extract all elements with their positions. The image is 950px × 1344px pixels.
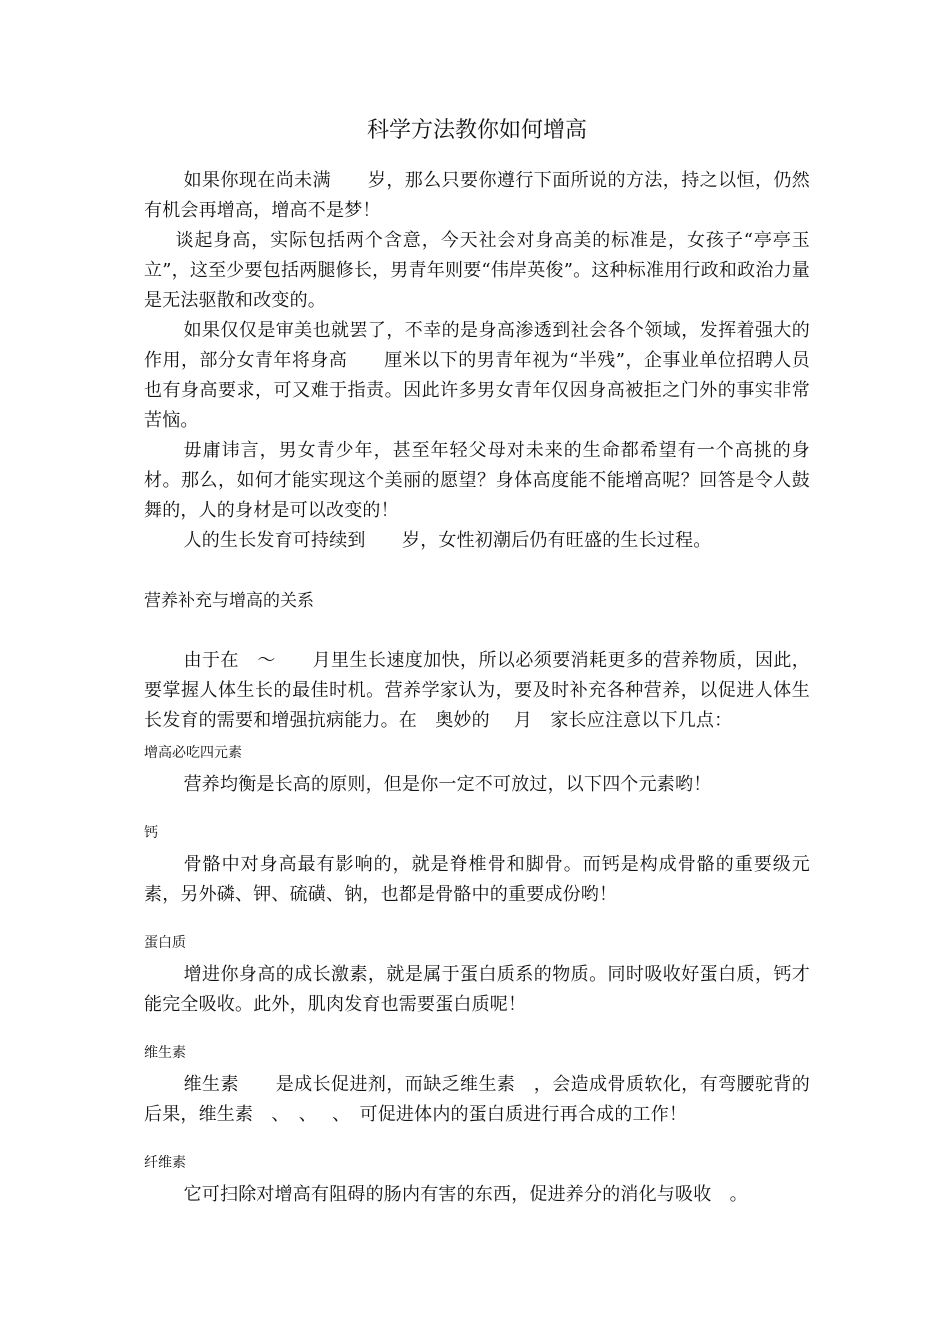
intro-paragraph-2: 谈起身高，实际包括两个含意，今天社会对身高美的标准是，女孩子“亭亭玉立”，这至少要包括两腿修长，男青年则要“伟岸英俊”。这种标准用行政和政治力量是无法驱散和改变的。 bbox=[144, 230, 810, 311]
element-text-vitamin: 维生素 是成长促进剂，而缺乏维生素 ，会造成骨质软化，有弯腰驼背的后果，维生素 、 、 、 可促进体内的蛋白质进行再合成的工作！ bbox=[144, 1074, 810, 1125]
subheading-four-elements: 增高必吃四元素 bbox=[144, 745, 242, 761]
intro-paragraph-3: 如果仅仅是审美也就罢了，不幸的是身高渗透到社会各个领域，发挥着强大的作用，部分女青年将身高 厘米以下的男青年视为“半残”，企事业单位招聘人员也有身高要求，可又难于指责。因此许多男女青年仅因身高被拒之门外的事实非常苦恼。 bbox=[144, 320, 810, 431]
element-heading-vitamin: 维生素 bbox=[144, 1045, 186, 1061]
intro-paragraph-1: 如果你现在尚未满 岁，那么只要你遵行下面所说的方法，持之以恒，仍然有机会再增高，增高不是梦！ bbox=[144, 170, 810, 221]
element-text-fiber: 它可扫除对增高有阻碍的肠内有害的东西，促进养分的消化与吸收 。 bbox=[183, 1184, 748, 1205]
element-text-calcium: 骨骼中对身高最有影响的，就是脊椎骨和脚骨。而钙是构成骨骼的重要级元素，另外磷、钾、硫磺、钠，也都是骨骼中的重要成份哟！ bbox=[144, 854, 810, 905]
element-heading-fiber: 纤维素 bbox=[144, 1155, 186, 1171]
section-paragraph: 由于在 ～ 月里生长速度加快，所以必须要消耗更多的营养物质，因此，要掌握人体生长的最佳时机。营养学家认为，要及时补充各种营养，以促进人体生长发育的需要和增强抗病能力。在 奥妙的 月 家长应注意以下几点： bbox=[144, 650, 810, 731]
element-heading-protein: 蛋白质 bbox=[144, 935, 186, 951]
section-heading: 营养补充与增高的关系 bbox=[144, 591, 314, 611]
element-text-protein: 增进你身高的成长激素，就是属于蛋白质系的物质。同时吸收好蛋白质，钙才能完全吸收。此外，肌肉发育也需要蛋白质呢！ bbox=[144, 964, 810, 1015]
intro-paragraph-5: 人的生长发育可持续到 岁，女性初潮后仍有旺盛的生长过程。 bbox=[183, 530, 712, 551]
document-title: 科学方法教你如何增高 bbox=[366, 118, 587, 143]
elements-intro-paragraph: 营养均衡是长高的原则，但是你一定不可放过，以下四个元素哟！ bbox=[183, 774, 712, 795]
element-heading-calcium: 钙 bbox=[144, 825, 158, 841]
intro-paragraph-4: 毋庸讳言，男女青少年，甚至年轻父母对未来的生命都希望有一个高挑的身材。那么，如何才能实现这个美丽的愿望？身体高度能不能增高呢？回答是令人鼓舞的，人的身材是可以改变的！ bbox=[144, 440, 810, 521]
